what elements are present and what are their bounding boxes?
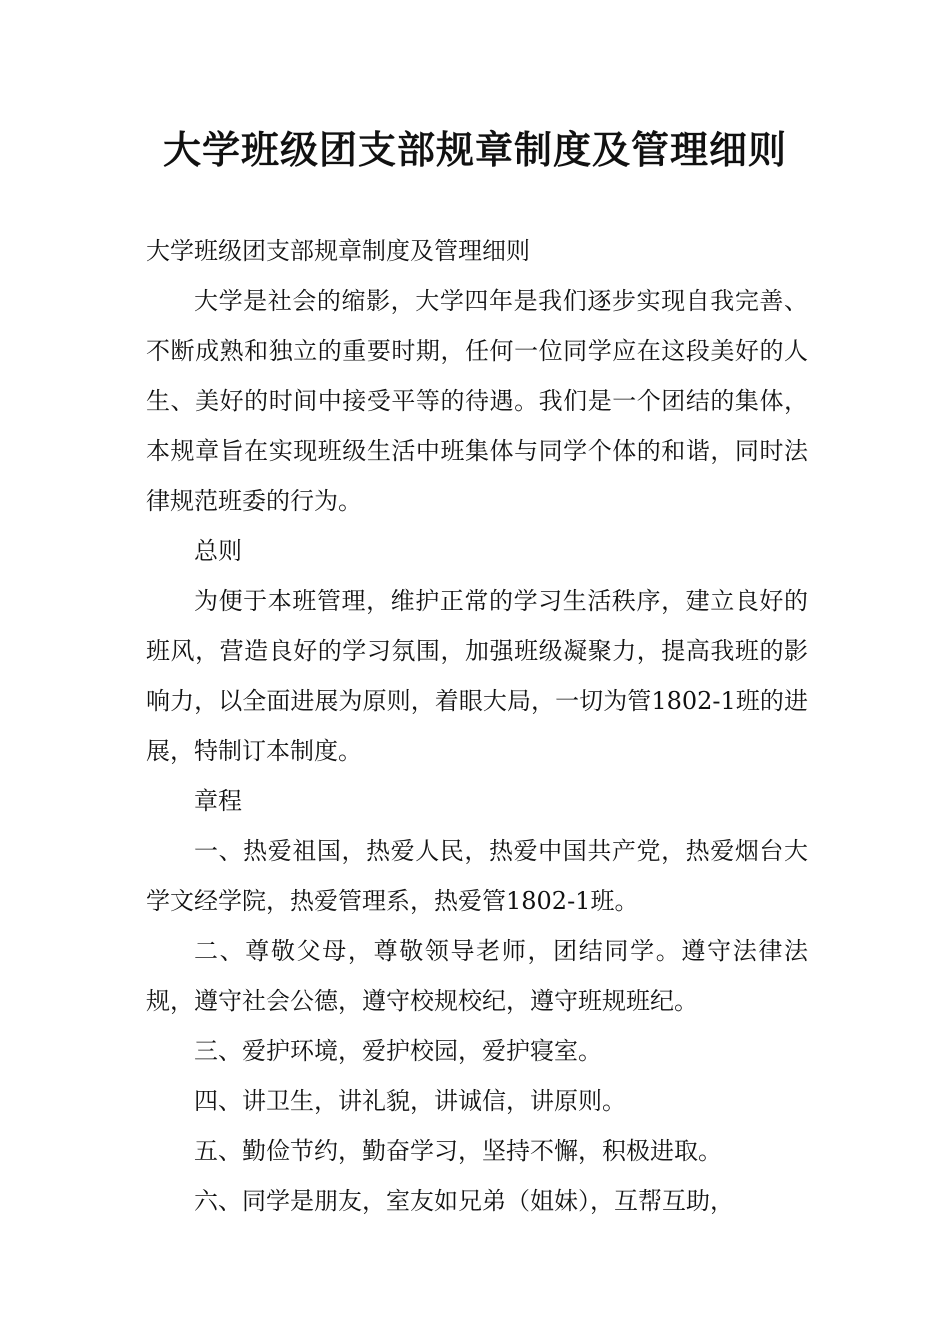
charter-item-4: 四、讲卫生，讲礼貌，讲诚信，讲原则。 — [194, 1087, 626, 1115]
charter-item-3: 三、爱护环境，爱护校园，爱护寝室。 — [194, 1037, 602, 1065]
section-heading-charter: 章程 — [194, 787, 242, 815]
charter-item-2: 二、尊敬父母，尊敬领导老师，团结同学。遵守法律法规，遵守社会公德，遵守校规校纪，遵守班规班纪。 — [146, 937, 808, 1015]
subtitle-paragraph: 大学班级团支部规章制度及管理细则 — [146, 237, 530, 265]
charter-item-6: 六、同学是朋友，室友如兄弟（姐妹），互帮互助， — [194, 1187, 734, 1215]
section-heading-general: 总则 — [194, 537, 242, 565]
document-body — [146, 226, 808, 1226]
document-title: 大学班级团支部规章制度及管理细则 — [162, 128, 787, 172]
charter-item-5: 五、勤俭节约，勤奋学习，坚持不懈，积极进取。 — [194, 1137, 722, 1165]
general-paragraph: 为便于本班管理，维护正常的学习生活秩序，建立良好的班风，营造良好的学习氛围，加强班级凝聚力，提高我班的影响力，以全面进展为原则，着眼大局，一切为管1802-1班的进展，特制订本制度。 — [146, 587, 808, 765]
charter-item-1: 一、热爱祖国，热爱人民，热爱中国共产党，热爱烟台大学文经学院，热爱管理系，热爱管1802-1班。 — [146, 837, 808, 915]
intro-paragraph: 大学是社会的缩影，大学四年是我们逐步实现自我完善、不断成熟和独立的重要时期，任何一位同学应在这段美好的人生、美好的时间中接受平等的待遇。我们是一个团结的集体，本规章旨在实现班级生活中班集体与同学个体的和谐，同时法律规范班委的行为。 — [146, 287, 808, 515]
